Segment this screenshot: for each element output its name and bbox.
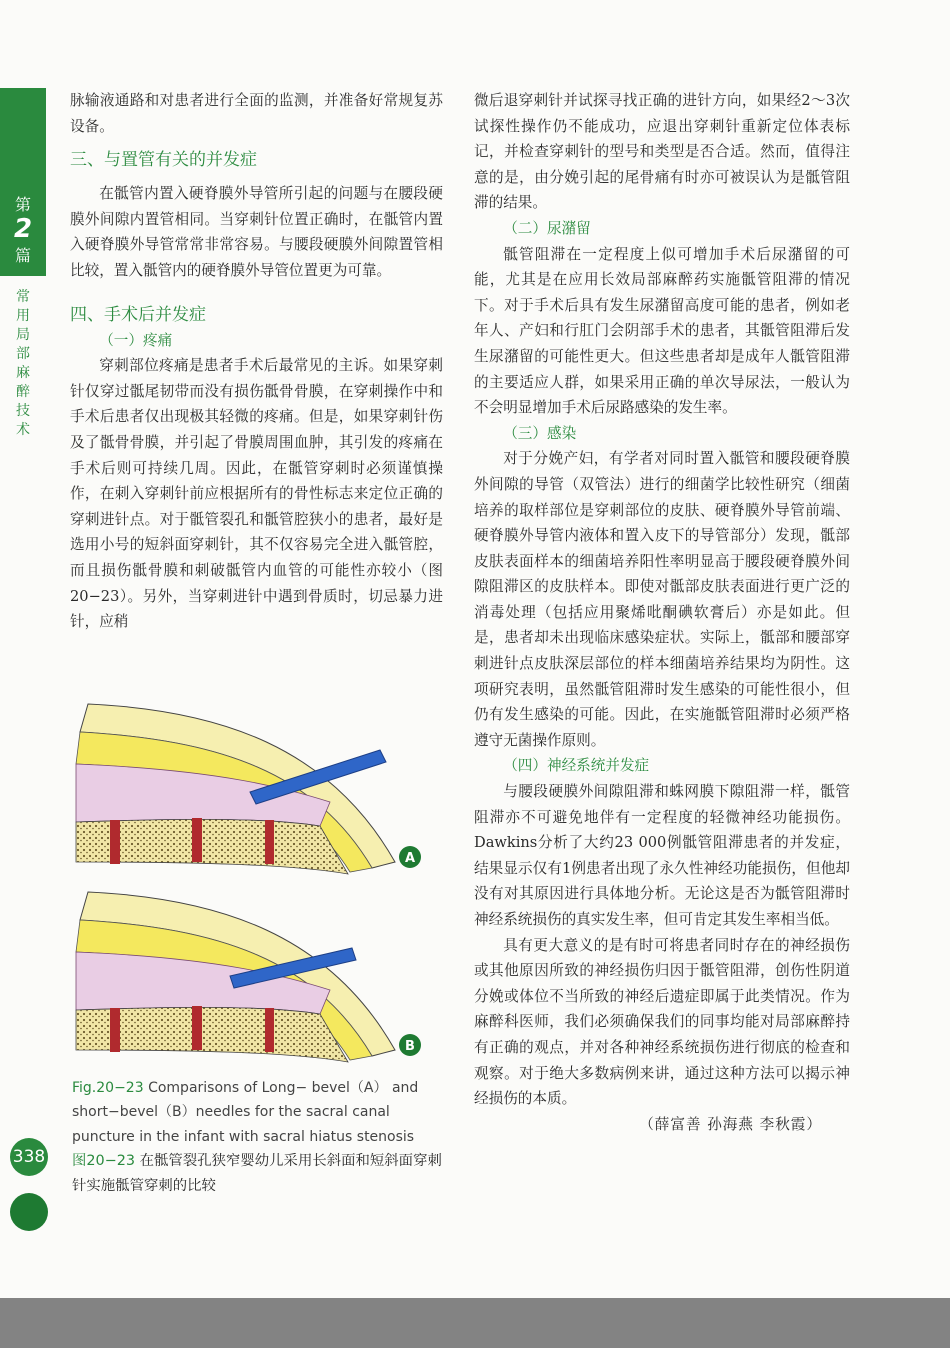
authors: （薛富善 孙海燕 李秋霞） [639, 1115, 822, 1133]
caption-cn-label: 图20−23 [72, 1153, 136, 1170]
vertebral-disc [192, 1006, 202, 1050]
caption-en-text: Comparisons of Long− bevel（A） and short−bevel（B）needles for the sacral canal puncture in the infant with sacral hiatus stenosis [72, 1080, 419, 1145]
part-tab [0, 88, 46, 276]
caption-en-label: Fig.20−23 [72, 1080, 144, 1096]
vertebral-disc [265, 820, 274, 864]
page-number: 338 [10, 1138, 48, 1176]
section-running-title: 常用局部麻醉技术 [16, 289, 30, 438]
panel-a [76, 704, 421, 874]
caption-english [72, 1076, 444, 1149]
paragraph: 具有更大意义的是有时可将患者同时存在的神经损伤或其他原因所致的神经损伤归因于骶管阻滞，创伤性阴道分娩或体位不当所致的神经后遗症即属于此类情况。作为麻醉科医师，我们必须确保我们的同事均能对局部麻醉持有正确的观点，并对各种神经系统损伤进行彻底的检查和观察。对于绝大多数病例来讲，通过这种方法可以揭示神经损伤的本质。 [474, 936, 850, 1108]
paragraph: 脉输液通路和对患者进行全面的监测，并准备好常规复苏设备。 [70, 92, 443, 135]
vertebral-disc [265, 1008, 274, 1052]
section-heading-3: 三、与置管有关的并发症 [70, 150, 257, 171]
part-suffix: 篇 [14, 246, 31, 265]
right-column [474, 88, 850, 1137]
scan-bottom-bar [0, 1298, 950, 1348]
subheading-infection: （三）感染 [503, 424, 577, 442]
panel-b [76, 892, 421, 1062]
paragraph: 穿刺部位疼痛是患者手术后最常见的主诉。如果穿刺针仅穿过骶尾韧带而没有损伤骶骨骨膜，在穿刺操作中和手术后患者仅出现极其轻微的疼痛。但是，如果穿刺针伤及了骶骨骨膜，并引起了骨膜周围血肿，其引发的疼痛在手术后则可持续几周。因此，在骶管穿刺时必须谨慎操作，在刺入穿刺针前应根据所有的骨性标志来定位正确的穿刺进针点。对于骶管裂孔和骶管腔狭小的患者，最好是选用小号的短斜面穿刺针，其不仅容易完全进入骶管腔，而且损伤骶骨膜和刺破骶管内血管的可能性亦较小（图20−23）。另外，当穿刺进针中遇到骨质时，切忌暴力进针，应稍 [70, 357, 443, 631]
paragraph: 与腰段硬膜外间隙阻滞和蛛网膜下隙阻滞一样，骶管阻滞亦不可避免地伴有一定程度的轻微神经功能损伤。Dawkins分析了大约23 000例骶管阻滞患者的并发症，结果显示仅有1例患者出现了永久性神经功能损伤，但他却没有对其原因进行具体地分析。无论这是否为骶管阻滞时神经系统损伤的真实发生率，但可肯定其发生率相当低。 [474, 783, 850, 928]
panel-b-label: B [405, 1039, 415, 1054]
part-number: 2 [13, 214, 33, 244]
paragraph: 骶管阻滞在一定程度上似可增加手术后尿潴留的可能，尤其是在应用长效局部麻醉药实施骶管阻滞的情况下。对于手术后具有发生尿潴留高度可能的患者，例如老年人、产妇和行肛门会阴部手术的患者，其骶管阻滞后发生尿潴留的可能性更大。但这些患者却是成年人骶管阻滞的主要适应人群，如果采用正确的单次导尿法，一般认为不会明显增加手术后尿路感染的发生率。 [474, 245, 850, 417]
subheading-pain: （一）疼痛 [99, 331, 173, 349]
subheading-urinary-retention: （二）尿潴留 [503, 219, 591, 237]
vertebral-disc [192, 818, 202, 862]
part-prefix: 第 [14, 195, 31, 214]
caption-chinese [72, 1149, 444, 1198]
vertebral-disc [110, 1008, 120, 1052]
vertebral-disc [110, 820, 120, 864]
paragraph: 在骶管内置入硬脊膜外导管所引起的问题与在腰段硬膜外间隙内置管相同。当穿刺针位置正确时，在骶管内置入硬脊膜外导管常常非常容易。与腰段硬膜外间隙置管相比较，置入骶管内的硬脊膜外导管位置更为可靠。 [70, 185, 443, 279]
paragraph: 对于分娩产妇，有学者对同时置入骶管和腰段硬脊膜外间隙的导管（双管法）进行的细菌学比较性研究（细菌培养的取样部位是穿刺部位的皮肤、硬脊膜外导管前端、硬脊膜外导管内液体和置入皮下的导管部分）发现，骶部皮肤表面样本的细菌培养阳性率明显高于腰段硬脊膜外间隙阻滞区的皮肤样本。即使对骶部皮肤表面进行更广泛的消毒处理（包括应用聚烯吡酮碘软膏后）亦是如此。但是，患者却未出现临床感染症状。实际上，骶部和腰部穿刺进针点皮肤深层部位的样本细菌培养结果均为阴性。这项研究表明，虽然骶管阻滞时发生感染的可能性很小，但仍有发生感染的可能。因此，在实施骶管阻滞时必须严格遵守无菌操作原则。 [474, 450, 850, 749]
figure-caption [72, 1076, 444, 1198]
figure-needle-comparison [70, 692, 450, 1064]
left-column [70, 88, 443, 635]
caption-cn-text: 在骶管裂孔狭窄婴幼儿采用长斜面和短斜面穿刺针实施骶管穿刺的比较 [72, 1153, 442, 1194]
section-heading-4: 四、手术后并发症 [70, 304, 206, 325]
subheading-neuro: （四）神经系统并发症 [503, 757, 650, 775]
paragraph: 微后退穿刺针并试探寻找正确的进针方向，如果经2～3次试探性操作仍不能成功，应退出穿刺针重新定位体表标记，并检查穿刺针的型号和类型是否合适。然而，值得注意的是，由分娩引起的尾骨痛有时亦可被误认为是骶管阻滞的结果。 [474, 92, 850, 212]
decorative-dot [10, 1193, 48, 1231]
panel-a-label: A [404, 851, 416, 866]
